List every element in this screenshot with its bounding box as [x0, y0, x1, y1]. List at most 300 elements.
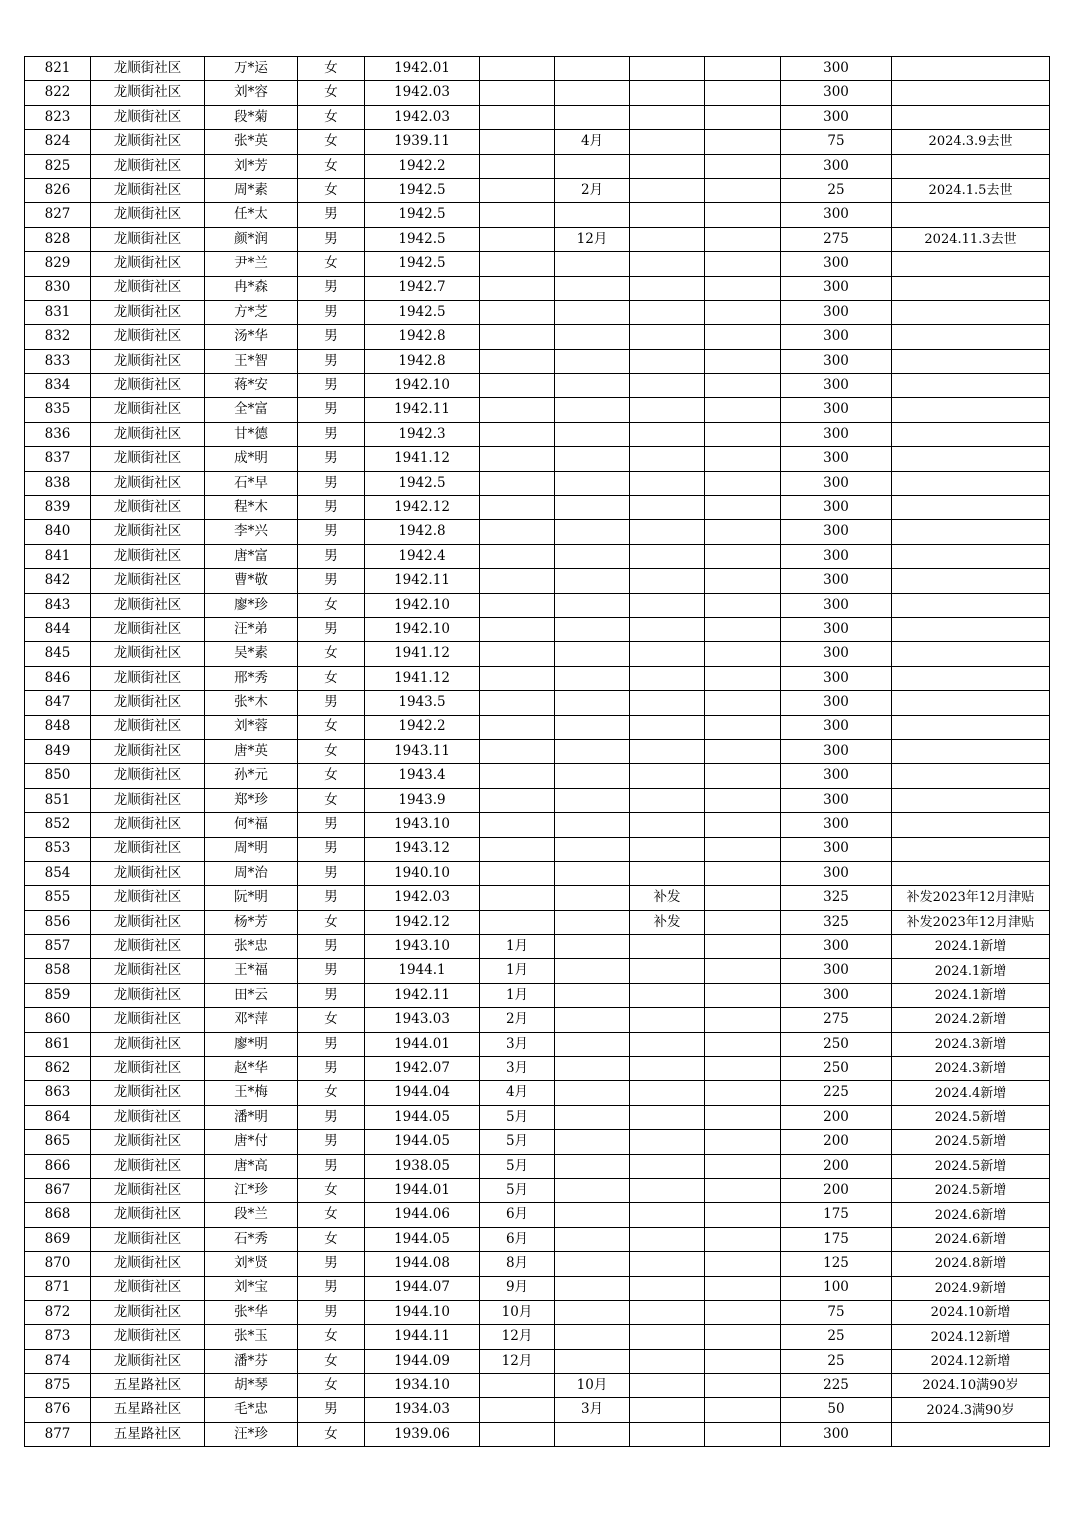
cell-gender: 男	[298, 227, 365, 251]
table-row	[25, 154, 1050, 178]
cell-column-9	[705, 178, 781, 202]
cell-number: 874	[25, 1349, 91, 1373]
cell-birth-date: 1942.7	[365, 276, 480, 300]
cell-column-9	[705, 886, 781, 910]
cell-amount: 125	[781, 1252, 892, 1276]
table-row	[25, 178, 1050, 202]
cell-number: 833	[25, 349, 91, 373]
cell-amount: 300	[781, 691, 892, 715]
cell-birth-date: 1934.03	[365, 1398, 480, 1422]
cell-gender: 男	[298, 471, 365, 495]
cell-column-7	[555, 1227, 630, 1251]
cell-column-8	[630, 1276, 705, 1300]
cell-remark	[892, 593, 1050, 617]
cell-amount: 300	[781, 276, 892, 300]
cell-gender: 女	[298, 642, 365, 666]
cell-amount: 100	[781, 1276, 892, 1300]
cell-name: 李*兴	[205, 520, 298, 544]
cell-column-7	[555, 935, 630, 959]
cell-community: 龙顺街社区	[91, 1276, 205, 1300]
cell-remark	[892, 105, 1050, 129]
cell-column-8	[630, 935, 705, 959]
cell-column-6: 10月	[480, 1300, 555, 1324]
cell-remark: 2024.12新增	[892, 1325, 1050, 1349]
cell-column-7	[555, 593, 630, 617]
cell-birth-date: 1942.5	[365, 252, 480, 276]
cell-remark	[892, 569, 1050, 593]
cell-column-8	[630, 178, 705, 202]
cell-amount: 300	[781, 617, 892, 641]
cell-column-8	[630, 1398, 705, 1422]
cell-column-6	[480, 642, 555, 666]
cell-column-9	[705, 593, 781, 617]
cell-remark	[892, 398, 1050, 422]
cell-community: 龙顺街社区	[91, 642, 205, 666]
cell-number: 863	[25, 1081, 91, 1105]
cell-remark	[892, 471, 1050, 495]
cell-column-8	[630, 203, 705, 227]
table-row	[25, 398, 1050, 422]
table-row	[25, 715, 1050, 739]
cell-remark	[892, 81, 1050, 105]
cell-column-6	[480, 520, 555, 544]
cell-name: 段*兰	[205, 1203, 298, 1227]
cell-birth-date: 1944.01	[365, 1032, 480, 1056]
cell-remark	[892, 715, 1050, 739]
cell-column-6	[480, 1398, 555, 1422]
cell-column-9	[705, 910, 781, 934]
cell-gender: 男	[298, 203, 365, 227]
cell-number: 850	[25, 764, 91, 788]
table-row	[25, 81, 1050, 105]
cell-amount: 300	[781, 837, 892, 861]
cell-column-9	[705, 1398, 781, 1422]
cell-gender: 女	[298, 910, 365, 934]
cell-number: 864	[25, 1105, 91, 1129]
cell-column-6: 3月	[480, 1032, 555, 1056]
cell-column-7: 10月	[555, 1374, 630, 1398]
cell-birth-date: 1942.5	[365, 227, 480, 251]
cell-amount: 300	[781, 861, 892, 885]
cell-column-6	[480, 569, 555, 593]
cell-column-7	[555, 1349, 630, 1373]
cell-column-9	[705, 398, 781, 422]
cell-community: 龙顺街社区	[91, 1349, 205, 1373]
cell-remark: 2024.3.9去世	[892, 130, 1050, 154]
cell-community: 龙顺街社区	[91, 422, 205, 446]
cell-column-6	[480, 764, 555, 788]
cell-column-8	[630, 861, 705, 885]
cell-amount: 200	[781, 1105, 892, 1129]
cell-column-7	[555, 983, 630, 1007]
cell-number: 840	[25, 520, 91, 544]
cell-amount: 250	[781, 1032, 892, 1056]
cell-column-8	[630, 520, 705, 544]
cell-name: 全*富	[205, 398, 298, 422]
cell-remark: 2024.5新增	[892, 1130, 1050, 1154]
cell-name: 曹*敬	[205, 569, 298, 593]
cell-column-8	[630, 1154, 705, 1178]
cell-column-7	[555, 739, 630, 763]
cell-column-7	[555, 1252, 630, 1276]
table-row	[25, 788, 1050, 812]
cell-name: 汪*弟	[205, 617, 298, 641]
cell-column-9	[705, 691, 781, 715]
cell-number: 837	[25, 447, 91, 471]
cell-gender: 男	[298, 617, 365, 641]
cell-name: 石*秀	[205, 1227, 298, 1251]
cell-column-7	[555, 471, 630, 495]
cell-gender: 男	[298, 398, 365, 422]
cell-number: 855	[25, 886, 91, 910]
cell-number: 847	[25, 691, 91, 715]
cell-column-9	[705, 959, 781, 983]
cell-column-8	[630, 593, 705, 617]
cell-column-7	[555, 57, 630, 81]
cell-gender: 女	[298, 1203, 365, 1227]
cell-number: 845	[25, 642, 91, 666]
cell-birth-date: 1943.4	[365, 764, 480, 788]
cell-column-7	[555, 1032, 630, 1056]
cell-gender: 女	[298, 1227, 365, 1251]
table-row	[25, 325, 1050, 349]
cell-column-7	[555, 325, 630, 349]
cell-number: 838	[25, 471, 91, 495]
cell-gender: 男	[298, 983, 365, 1007]
table-row	[25, 1105, 1050, 1129]
cell-column-8	[630, 227, 705, 251]
cell-name: 段*菊	[205, 105, 298, 129]
cell-community: 龙顺街社区	[91, 1325, 205, 1349]
cell-column-6	[480, 788, 555, 812]
cell-gender: 女	[298, 57, 365, 81]
cell-name: 刘*蓉	[205, 715, 298, 739]
cell-number: 834	[25, 374, 91, 398]
cell-gender: 女	[298, 739, 365, 763]
cell-column-6	[480, 593, 555, 617]
cell-birth-date: 1942.11	[365, 983, 480, 1007]
cell-name: 张*英	[205, 130, 298, 154]
cell-gender: 男	[298, 959, 365, 983]
cell-column-6	[480, 252, 555, 276]
cell-column-6	[480, 57, 555, 81]
cell-name: 孙*元	[205, 764, 298, 788]
cell-birth-date: 1943.11	[365, 739, 480, 763]
cell-amount: 300	[781, 739, 892, 763]
cell-column-6	[480, 886, 555, 910]
cell-column-6: 3月	[480, 1057, 555, 1081]
table-row	[25, 739, 1050, 763]
cell-community: 龙顺街社区	[91, 57, 205, 81]
cell-remark	[892, 788, 1050, 812]
cell-gender: 男	[298, 1032, 365, 1056]
table-row	[25, 617, 1050, 641]
cell-number: 854	[25, 861, 91, 885]
table-row	[25, 1081, 1050, 1105]
cell-column-8	[630, 569, 705, 593]
cell-number: 871	[25, 1276, 91, 1300]
cell-gender: 女	[298, 1178, 365, 1202]
table-row	[25, 57, 1050, 81]
cell-column-9	[705, 1105, 781, 1129]
cell-column-7	[555, 398, 630, 422]
cell-remark	[892, 642, 1050, 666]
cell-amount: 300	[781, 422, 892, 446]
cell-column-9	[705, 471, 781, 495]
cell-column-8	[630, 349, 705, 373]
cell-community: 龙顺街社区	[91, 471, 205, 495]
table-row	[25, 813, 1050, 837]
cell-gender: 男	[298, 374, 365, 398]
cell-column-8	[630, 57, 705, 81]
cell-community: 龙顺街社区	[91, 1008, 205, 1032]
cell-column-6	[480, 349, 555, 373]
cell-community: 龙顺街社区	[91, 544, 205, 568]
cell-column-8	[630, 1422, 705, 1446]
cell-gender: 女	[298, 1008, 365, 1032]
cell-remark: 2024.12新增	[892, 1349, 1050, 1373]
cell-remark: 2024.4新增	[892, 1081, 1050, 1105]
cell-column-9	[705, 1081, 781, 1105]
cell-number: 839	[25, 496, 91, 520]
cell-amount: 300	[781, 520, 892, 544]
table-row	[25, 569, 1050, 593]
cell-gender: 男	[298, 1154, 365, 1178]
cell-name: 唐*高	[205, 1154, 298, 1178]
cell-remark	[892, 520, 1050, 544]
cell-amount: 300	[781, 300, 892, 324]
cell-name: 尹*兰	[205, 252, 298, 276]
cell-community: 龙顺街社区	[91, 81, 205, 105]
table-row	[25, 130, 1050, 154]
cell-birth-date: 1944.09	[365, 1349, 480, 1373]
cell-column-9	[705, 837, 781, 861]
cell-number: 876	[25, 1398, 91, 1422]
cell-number: 875	[25, 1374, 91, 1398]
table-row	[25, 422, 1050, 446]
cell-remark: 2024.6新增	[892, 1227, 1050, 1251]
cell-number: 853	[25, 837, 91, 861]
table-row	[25, 447, 1050, 471]
cell-amount: 275	[781, 1008, 892, 1032]
cell-column-7	[555, 544, 630, 568]
cell-name: 石*早	[205, 471, 298, 495]
cell-number: 831	[25, 300, 91, 324]
cell-remark	[892, 837, 1050, 861]
cell-gender: 男	[298, 1398, 365, 1422]
cell-name: 唐*英	[205, 739, 298, 763]
cell-column-7	[555, 154, 630, 178]
cell-column-7	[555, 496, 630, 520]
cell-community: 龙顺街社区	[91, 130, 205, 154]
cell-community: 龙顺街社区	[91, 788, 205, 812]
table-row	[25, 276, 1050, 300]
data-table	[24, 56, 1050, 1447]
cell-remark: 2024.2新增	[892, 1008, 1050, 1032]
cell-number: 830	[25, 276, 91, 300]
cell-name: 成*明	[205, 447, 298, 471]
cell-column-9	[705, 813, 781, 837]
cell-column-6	[480, 739, 555, 763]
cell-amount: 225	[781, 1374, 892, 1398]
table-row	[25, 544, 1050, 568]
cell-column-6	[480, 471, 555, 495]
cell-number: 828	[25, 227, 91, 251]
cell-number: 877	[25, 1422, 91, 1446]
cell-column-9	[705, 325, 781, 349]
cell-gender: 女	[298, 1422, 365, 1446]
table-row	[25, 300, 1050, 324]
cell-gender: 男	[298, 935, 365, 959]
cell-column-7	[555, 959, 630, 983]
cell-gender: 男	[298, 520, 365, 544]
table-row	[25, 642, 1050, 666]
cell-column-6: 1月	[480, 935, 555, 959]
table-row	[25, 1252, 1050, 1276]
cell-amount: 300	[781, 813, 892, 837]
cell-amount: 300	[781, 764, 892, 788]
cell-amount: 175	[781, 1203, 892, 1227]
cell-column-9	[705, 1008, 781, 1032]
cell-birth-date: 1944.11	[365, 1325, 480, 1349]
cell-column-9	[705, 1057, 781, 1081]
cell-community: 龙顺街社区	[91, 276, 205, 300]
cell-column-7	[555, 569, 630, 593]
cell-number: 848	[25, 715, 91, 739]
cell-amount: 75	[781, 1300, 892, 1324]
cell-remark	[892, 422, 1050, 446]
cell-column-9	[705, 447, 781, 471]
cell-remark: 2024.1新增	[892, 935, 1050, 959]
cell-number: 873	[25, 1325, 91, 1349]
cell-gender: 女	[298, 666, 365, 690]
cell-gender: 男	[298, 496, 365, 520]
cell-column-6: 6月	[480, 1203, 555, 1227]
cell-number: 846	[25, 666, 91, 690]
cell-remark	[892, 813, 1050, 837]
cell-column-8	[630, 154, 705, 178]
cell-column-8	[630, 1105, 705, 1129]
cell-community: 龙顺街社区	[91, 935, 205, 959]
table-body	[25, 57, 1050, 1447]
table-row	[25, 983, 1050, 1007]
cell-amount: 175	[781, 1227, 892, 1251]
cell-birth-date: 1944.08	[365, 1252, 480, 1276]
cell-name: 张*木	[205, 691, 298, 715]
cell-column-9	[705, 520, 781, 544]
cell-birth-date: 1941.12	[365, 666, 480, 690]
cell-column-8	[630, 813, 705, 837]
cell-birth-date: 1943.03	[365, 1008, 480, 1032]
table-row	[25, 691, 1050, 715]
cell-column-9	[705, 105, 781, 129]
table-row	[25, 1422, 1050, 1446]
cell-column-9	[705, 374, 781, 398]
cell-remark	[892, 349, 1050, 373]
cell-number: 865	[25, 1130, 91, 1154]
cell-number: 857	[25, 935, 91, 959]
cell-amount: 300	[781, 959, 892, 983]
cell-name: 潘*芬	[205, 1349, 298, 1373]
cell-amount: 300	[781, 154, 892, 178]
cell-birth-date: 1942.07	[365, 1057, 480, 1081]
cell-community: 龙顺街社区	[91, 178, 205, 202]
table-row	[25, 959, 1050, 983]
cell-name: 江*珍	[205, 1178, 298, 1202]
cell-column-6	[480, 130, 555, 154]
cell-remark	[892, 739, 1050, 763]
cell-column-7	[555, 1154, 630, 1178]
cell-column-9	[705, 1203, 781, 1227]
cell-remark: 2024.8新增	[892, 1252, 1050, 1276]
cell-name: 甘*德	[205, 422, 298, 446]
cell-column-6	[480, 276, 555, 300]
cell-amount: 275	[781, 227, 892, 251]
cell-column-9	[705, 203, 781, 227]
cell-column-9	[705, 642, 781, 666]
cell-column-8	[630, 398, 705, 422]
cell-remark: 2024.3满90岁	[892, 1398, 1050, 1422]
cell-number: 851	[25, 788, 91, 812]
cell-number: 862	[25, 1057, 91, 1081]
table-row	[25, 496, 1050, 520]
cell-birth-date: 1941.12	[365, 642, 480, 666]
table-row	[25, 374, 1050, 398]
cell-birth-date: 1942.5	[365, 178, 480, 202]
cell-gender: 女	[298, 593, 365, 617]
cell-amount: 300	[781, 105, 892, 129]
cell-column-9	[705, 252, 781, 276]
cell-gender: 女	[298, 154, 365, 178]
cell-column-6	[480, 813, 555, 837]
table-row	[25, 227, 1050, 251]
cell-column-6	[480, 422, 555, 446]
cell-community: 龙顺街社区	[91, 1203, 205, 1227]
cell-birth-date: 1943.10	[365, 935, 480, 959]
cell-amount: 200	[781, 1178, 892, 1202]
cell-name: 刘*容	[205, 81, 298, 105]
cell-number: 872	[25, 1300, 91, 1324]
cell-community: 龙顺街社区	[91, 1081, 205, 1105]
cell-column-8	[630, 1325, 705, 1349]
cell-remark: 2024.10满90岁	[892, 1374, 1050, 1398]
cell-name: 吴*素	[205, 642, 298, 666]
cell-birth-date: 1943.12	[365, 837, 480, 861]
cell-column-7	[555, 520, 630, 544]
cell-column-6: 1月	[480, 959, 555, 983]
cell-amount: 300	[781, 81, 892, 105]
cell-column-9	[705, 1276, 781, 1300]
cell-column-7	[555, 81, 630, 105]
table-row	[25, 1203, 1050, 1227]
cell-column-9	[705, 1032, 781, 1056]
cell-remark: 2024.6新增	[892, 1203, 1050, 1227]
cell-amount: 300	[781, 203, 892, 227]
cell-column-6	[480, 447, 555, 471]
cell-column-8	[630, 617, 705, 641]
cell-gender: 女	[298, 715, 365, 739]
cell-column-7	[555, 764, 630, 788]
cell-name: 方*芝	[205, 300, 298, 324]
cell-remark	[892, 57, 1050, 81]
cell-gender: 女	[298, 1081, 365, 1105]
cell-community: 龙顺街社区	[91, 691, 205, 715]
cell-remark: 2024.11.3去世	[892, 227, 1050, 251]
cell-column-7	[555, 1325, 630, 1349]
cell-number: 859	[25, 983, 91, 1007]
cell-birth-date: 1942.4	[365, 544, 480, 568]
cell-column-8: 补发	[630, 910, 705, 934]
